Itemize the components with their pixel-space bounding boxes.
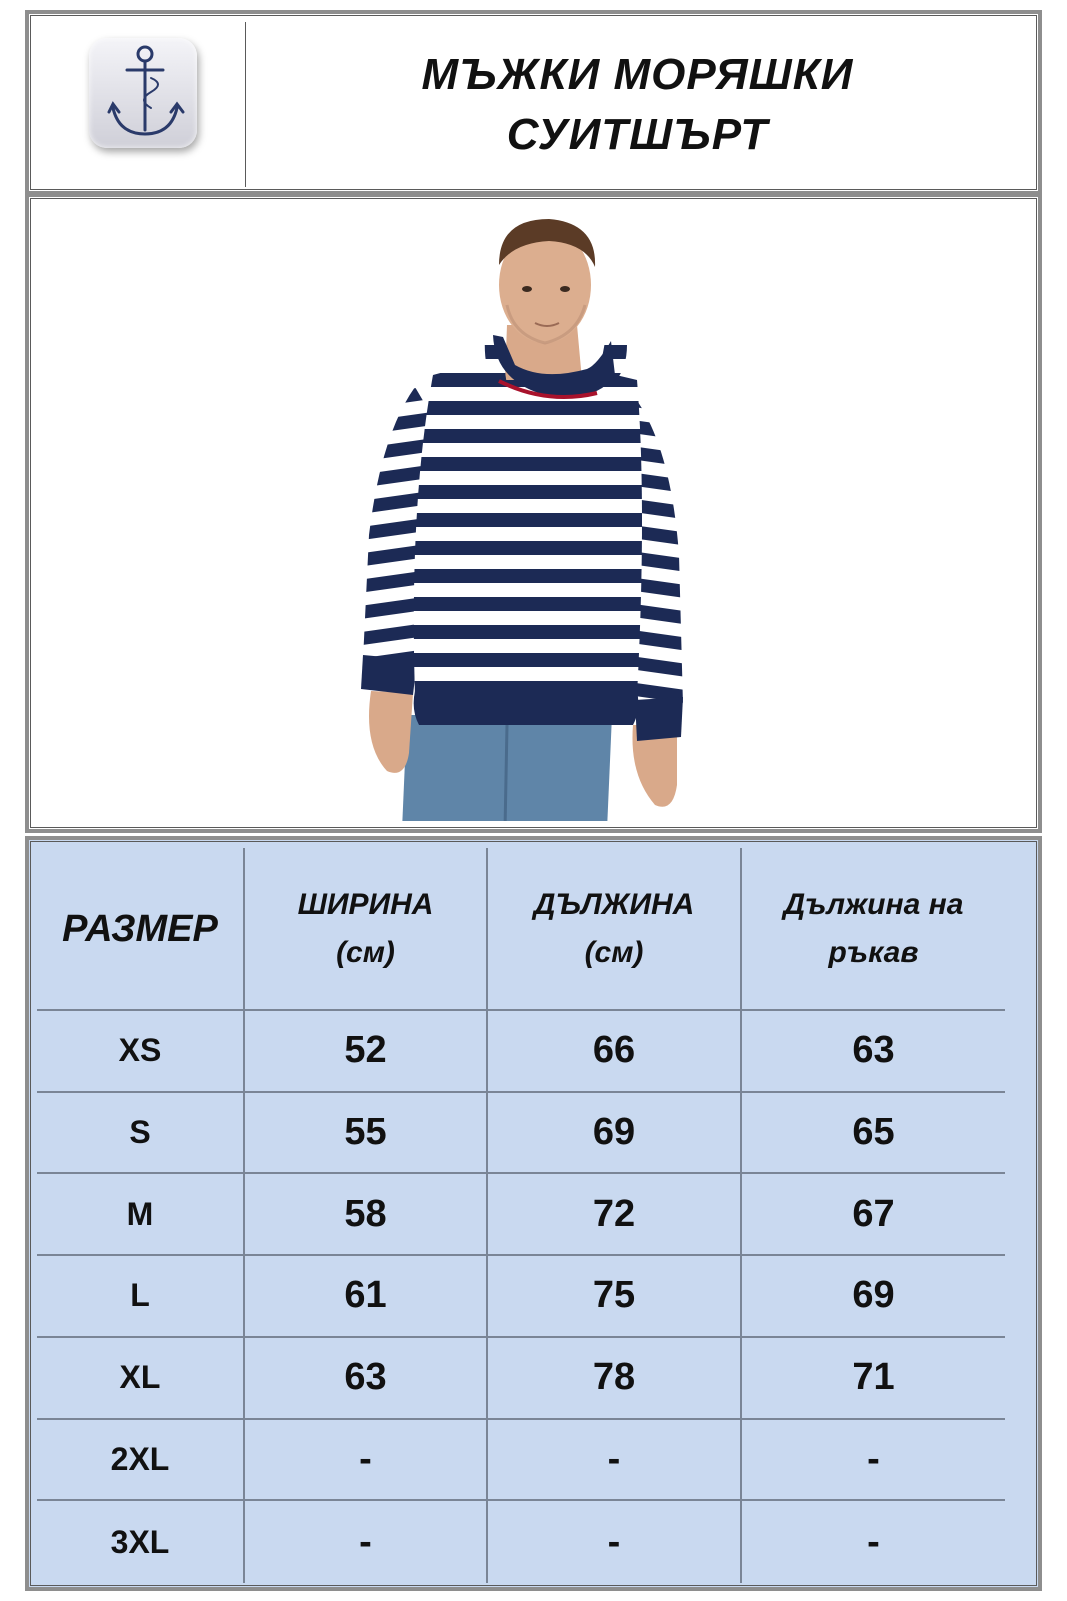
size-width-cell: 55 [245,1093,488,1175]
header-size: РАЗМЕР [37,848,245,1011]
size-label-cell: 3XL [37,1501,245,1583]
brand-logo [89,38,197,148]
product-photo [37,205,1030,821]
size-length-cell: 69 [488,1093,742,1175]
size-label-cell: XS [37,1011,245,1093]
title-line-1: МЪЖКИ МОРЯШКИ [421,49,854,99]
title-cell [245,22,1030,187]
header-length: ДЪЛЖИНА (см) [488,848,742,1011]
size-length-cell: 75 [488,1256,742,1338]
size-length-cell: - [488,1420,742,1502]
logo-cell [37,22,246,187]
size-sleeve-cell: 67 [742,1174,1005,1256]
size-length-cell: 78 [488,1338,742,1420]
size-width-cell: - [245,1420,488,1502]
size-label-cell: L [37,1256,245,1338]
model-illustration [37,205,1022,821]
header-sleeve: Дължина на ръкав [742,848,1005,1011]
anchor-icon [89,38,197,148]
size-sleeve-cell: 65 [742,1093,1005,1175]
size-sleeve-cell: 71 [742,1338,1005,1420]
size-sleeve-cell: 63 [742,1011,1005,1093]
size-chart-frame [25,836,1042,1591]
size-sleeve-cell: - [867,1520,880,1563]
size-chart-table [37,848,1005,1583]
size-sleeve-cell: 69 [742,1256,1005,1338]
size-width-cell: 61 [245,1256,488,1338]
size-label-cell: 2XL [37,1420,245,1502]
header-width: ШИРИНА (см) [245,848,488,1011]
size-length-cell: - [488,1501,742,1583]
title-line-2: СУИТШЪРТ [506,109,769,159]
size-length-cell: 72 [488,1174,742,1256]
photo-frame [25,193,1042,833]
size-sleeve-cell: - [742,1420,1005,1502]
size-width-cell: 58 [245,1174,488,1256]
page-title [422,45,854,165]
header-frame [25,10,1042,195]
size-label-cell: S [37,1093,245,1175]
size-label-cell: XL [37,1338,245,1420]
size-width-cell: - [245,1501,488,1583]
size-width-cell: 63 [245,1338,488,1420]
size-width-cell: 52 [245,1011,488,1093]
size-length-cell: 66 [488,1011,742,1093]
size-label-cell: M [37,1174,245,1256]
